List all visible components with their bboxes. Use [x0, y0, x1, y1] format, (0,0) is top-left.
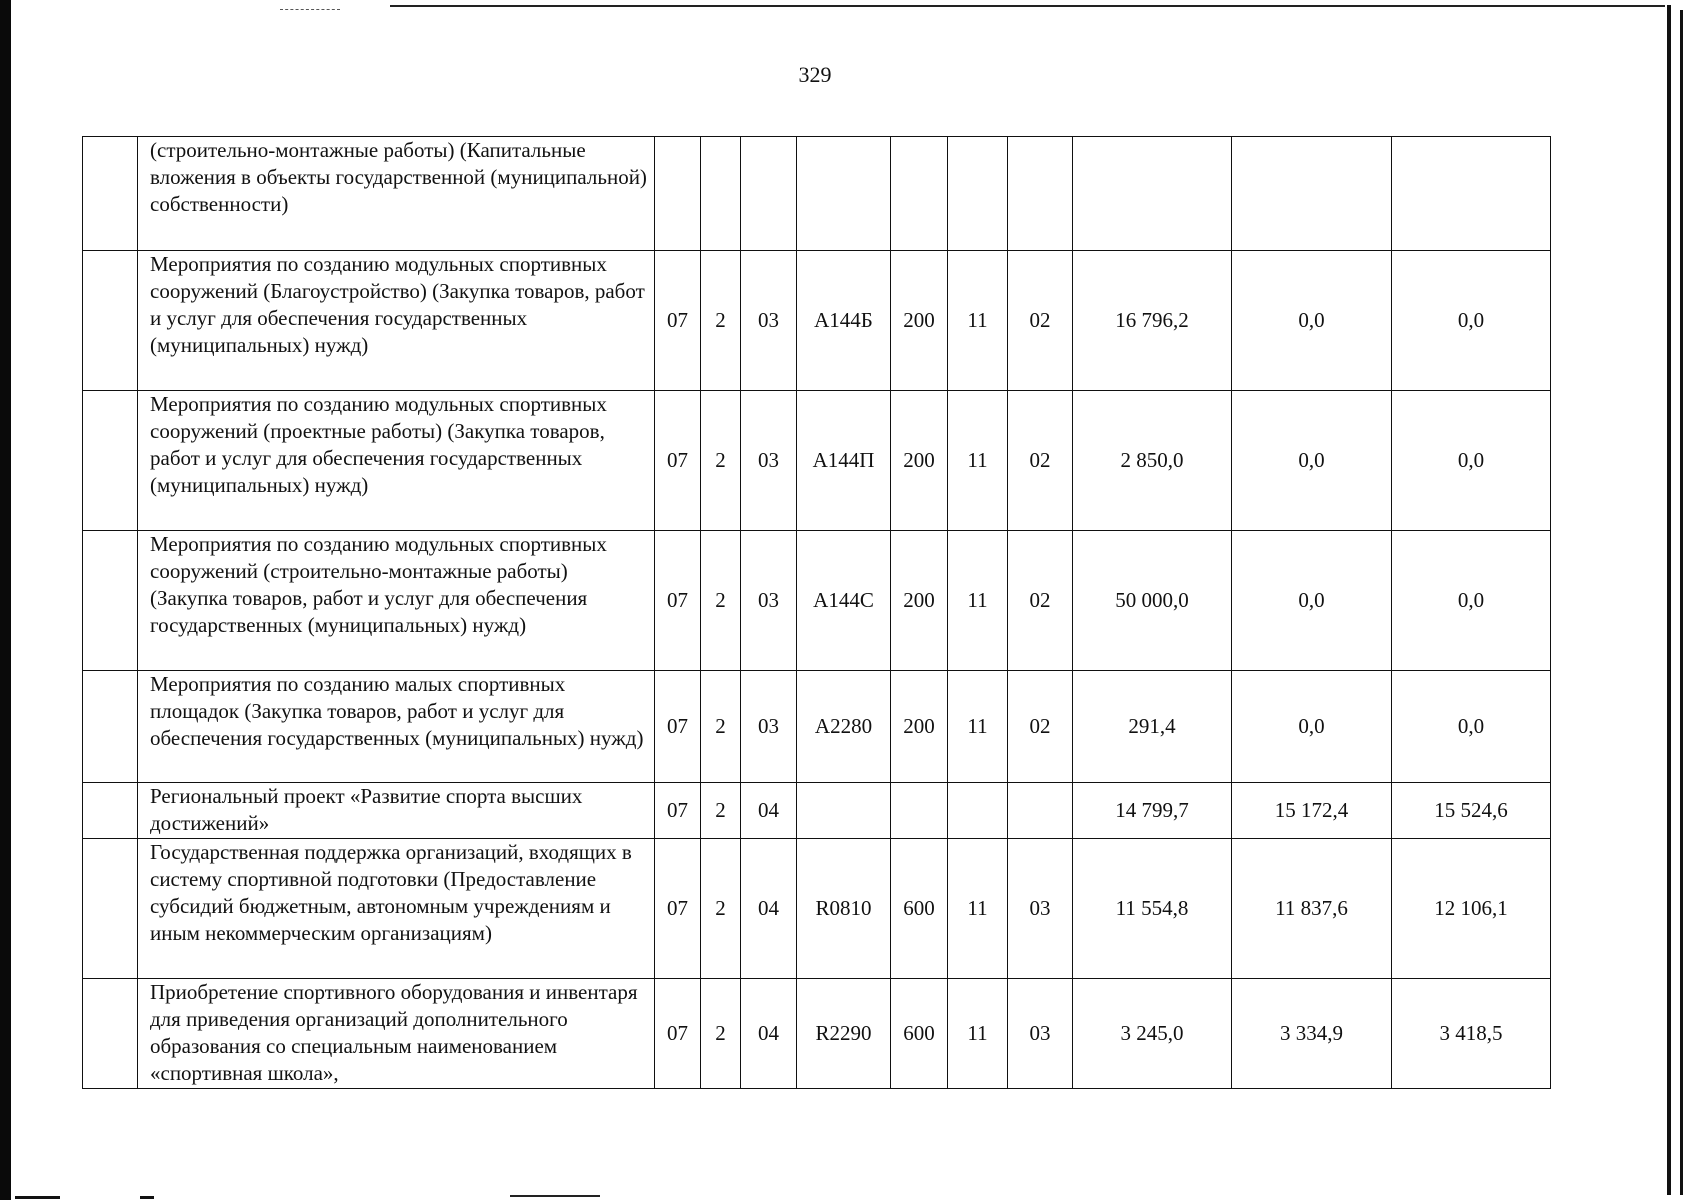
row-description: Приобретение спортивного оборудования и инвентаря для приведения организаций дополнительного образования со специальным наименованием «спортивная школа»,: [138, 979, 655, 1089]
row-description: Мероприятия по созданию модульных спортивных сооружений (проектные работы) (Закупка товаров, работ и услуг для обеспечения государственных (муниципальных) нужд): [138, 391, 655, 531]
code-cell: 11: [948, 979, 1008, 1089]
row-index-cell: [83, 783, 138, 839]
scan-bottom-mark: [15, 1196, 60, 1199]
code-cell: 07: [655, 979, 701, 1089]
row-index-cell: [83, 839, 138, 979]
scan-left-edge: [0, 0, 11, 1200]
code-cell: 2: [701, 531, 741, 671]
code-cell: 07: [655, 783, 701, 839]
row-description: Региональный проект «Развитие спорта высших достижений»: [138, 783, 655, 839]
amount-cell: 50 000,0: [1073, 531, 1232, 671]
amount-cell: [1392, 137, 1551, 251]
row-index-cell: [83, 531, 138, 671]
row-index-cell: [83, 251, 138, 391]
code-cell: 02: [1008, 391, 1073, 531]
code-cell: [701, 137, 741, 251]
scan-right-edge: [1667, 5, 1671, 1195]
code-cell: 2: [701, 839, 741, 979]
code-cell: [891, 137, 948, 251]
code-cell: 03: [741, 391, 797, 531]
amount-cell: 11 837,6: [1232, 839, 1392, 979]
amount-cell: 0,0: [1232, 531, 1392, 671]
amount-cell: 291,4: [1073, 671, 1232, 783]
amount-cell: 3 245,0: [1073, 979, 1232, 1089]
amount-cell: 0,0: [1392, 391, 1551, 531]
row-index-cell: [83, 979, 138, 1089]
amount-cell: [1232, 137, 1392, 251]
code-cell: 11: [948, 839, 1008, 979]
code-cell: 2: [701, 979, 741, 1089]
amount-cell: 16 796,2: [1073, 251, 1232, 391]
code-cell: 11: [948, 531, 1008, 671]
code-cell: [1008, 137, 1073, 251]
code-cell: [655, 137, 701, 251]
table-row: [83, 137, 1551, 251]
table-row: [83, 783, 1551, 839]
amount-cell: 15 524,6: [1392, 783, 1551, 839]
amount-cell: 3 418,5: [1392, 979, 1551, 1089]
code-cell: 02: [1008, 531, 1073, 671]
scan-top-edge: [390, 5, 1665, 7]
amount-cell: 0,0: [1392, 251, 1551, 391]
amount-cell: 14 799,7: [1073, 783, 1232, 839]
code-cell: 04: [741, 783, 797, 839]
budget-table: [82, 136, 1551, 1089]
table-row: [83, 391, 1551, 531]
code-cell: 03: [741, 251, 797, 391]
code-cell: 03: [1008, 979, 1073, 1089]
code-cell: 2: [701, 391, 741, 531]
amount-cell: 0,0: [1392, 671, 1551, 783]
code-cell: 200: [891, 531, 948, 671]
code-cell: 2: [701, 783, 741, 839]
amount-cell: 2 850,0: [1073, 391, 1232, 531]
code-cell: 2: [701, 671, 741, 783]
row-index-cell: [83, 137, 138, 251]
table-row: [83, 671, 1551, 783]
amount-cell: 0,0: [1392, 531, 1551, 671]
code-cell: R0810: [797, 839, 891, 979]
code-cell: [948, 137, 1008, 251]
table-row: [83, 251, 1551, 391]
code-cell: А144С: [797, 531, 891, 671]
amount-cell: 3 334,9: [1232, 979, 1392, 1089]
scan-bottom-mark: [140, 1196, 154, 1199]
code-cell: [741, 137, 797, 251]
row-description: Мероприятия по созданию модульных спортивных сооружений (строительно-монтажные работы) (Закупка товаров, работ и услуг для обеспечения государственных (муниципальных) нужд): [138, 531, 655, 671]
row-description: (строительно-монтажные работы) (Капитальные вложения в объекты государственной (муниципальной) собственности): [138, 137, 655, 251]
code-cell: А2280: [797, 671, 891, 783]
row-description: Мероприятия по созданию модульных спортивных сооружений (Благоустройство) (Закупка товаров, работ и услуг для обеспечения государственных (муниципальных) нужд): [138, 251, 655, 391]
code-cell: R2290: [797, 979, 891, 1089]
table-row: [83, 531, 1551, 671]
code-cell: 11: [948, 251, 1008, 391]
amount-cell: 0,0: [1232, 391, 1392, 531]
code-cell: [797, 137, 891, 251]
amount-cell: [1073, 137, 1232, 251]
row-description: Государственная поддержка организаций, входящих в систему спортивной подготовки (Предоставление субсидий бюджетным, автономным учреждениям и иным некоммерческим организациям): [138, 839, 655, 979]
code-cell: 600: [891, 839, 948, 979]
code-cell: 04: [741, 839, 797, 979]
code-cell: 03: [741, 531, 797, 671]
code-cell: А144П: [797, 391, 891, 531]
code-cell: 07: [655, 839, 701, 979]
table-row: [83, 839, 1551, 979]
code-cell: 07: [655, 251, 701, 391]
code-cell: 07: [655, 671, 701, 783]
code-cell: [948, 783, 1008, 839]
code-cell: 200: [891, 671, 948, 783]
code-cell: 02: [1008, 251, 1073, 391]
code-cell: 200: [891, 391, 948, 531]
code-cell: [891, 783, 948, 839]
scan-bottom-mark: [510, 1195, 600, 1197]
code-cell: А144Б: [797, 251, 891, 391]
row-index-cell: [83, 391, 138, 531]
scan-top-dash: [280, 9, 340, 11]
code-cell: 03: [1008, 839, 1073, 979]
code-cell: 03: [741, 671, 797, 783]
amount-cell: 11 554,8: [1073, 839, 1232, 979]
code-cell: 07: [655, 531, 701, 671]
amount-cell: 0,0: [1232, 251, 1392, 391]
code-cell: 2: [701, 251, 741, 391]
code-cell: 11: [948, 671, 1008, 783]
code-cell: 600: [891, 979, 948, 1089]
code-cell: 200: [891, 251, 948, 391]
code-cell: [797, 783, 891, 839]
amount-cell: 15 172,4: [1232, 783, 1392, 839]
page-number: 329: [798, 62, 832, 87]
amount-cell: 12 106,1: [1392, 839, 1551, 979]
code-cell: 04: [741, 979, 797, 1089]
table-row: [83, 979, 1551, 1089]
amount-cell: 0,0: [1232, 671, 1392, 783]
code-cell: 02: [1008, 671, 1073, 783]
code-cell: [1008, 783, 1073, 839]
row-index-cell: [83, 671, 138, 783]
row-description: Мероприятия по созданию малых спортивных площадок (Закупка товаров, работ и услуг для обеспечения государственных (муниципальных) нужд): [138, 671, 655, 783]
code-cell: 07: [655, 391, 701, 531]
code-cell: 11: [948, 391, 1008, 531]
scan-right-edge-outer: [1680, 10, 1683, 1195]
